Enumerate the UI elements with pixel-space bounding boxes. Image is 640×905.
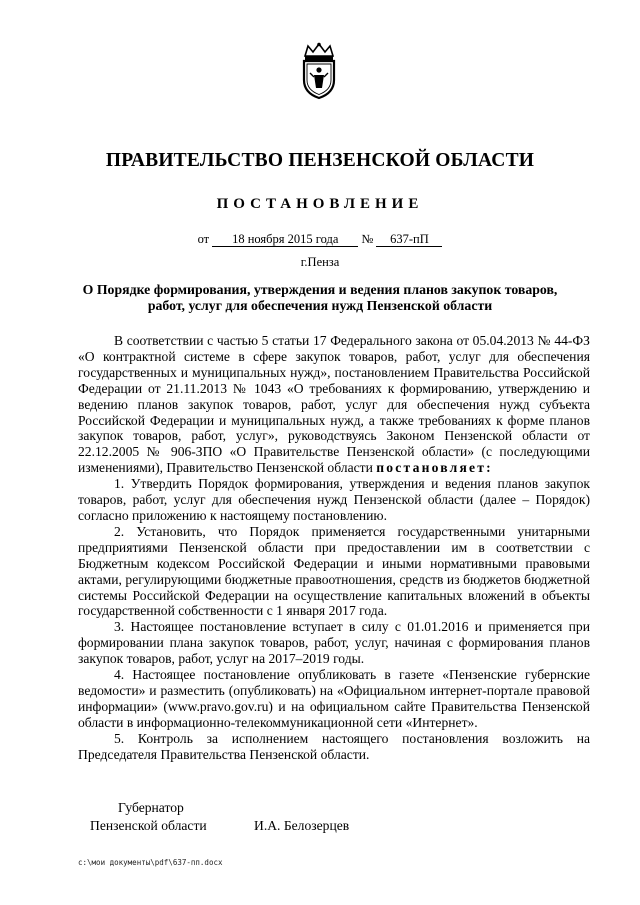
decree-word: постановляет: — [376, 460, 493, 476]
signature-region: Пензенской области — [90, 818, 207, 833]
signature-role: Губернатор — [118, 800, 184, 815]
document-number: 637-пП — [376, 233, 442, 247]
preamble-text: В соответствии с частью 5 статьи 17 Федерального закона от 05.04.2013 № 44-ФЗ «О контрактной системе в сфере закупок товаров, работ, услуг для обеспечения государственных и муниципальных нужд», постановлением Правительства Российской Федерации от 21.11.2013 № 1043 «О требованиях к формированию, утверждению и ведению планов закупок товаров, работ, услуг для обеспечения нужд субъекта Российской Федерации и муниципальных нужд, а также требованиях к форме планов закупок товаров, работ, услуг», руководствуясь Законом Пензенской области от 22.12.2005 № 906-ЗПО «О Правительстве Пензенской области» (с последующими изменениями), Правительство Пензенской области — [78, 333, 590, 476]
item-4: 4. Настоящее постановление опубликовать в газете «Пензенские губернские ведомости» и разместить (опубликовать) на «Официальном интернет-портале правовой информации» (www.pravo.gov.ru) и на официальном сайте Правительства Пензенской области в информационно-телекоммуникационной сети «Интернет». — [78, 667, 590, 730]
document-type: ПОСТАНОВЛЕНИЕ — [216, 196, 424, 212]
signature-name: И.А. Белозерцев — [254, 818, 350, 833]
document-body — [78, 333, 590, 762]
item-3: 3. Настоящее постановление вступает в силу с 01.01.2016 и применяется при формировании плана закупок товаров, работ, услуг, начиная с формирования планов закупок товаров, работ, услуг на 2017–2019 годы. — [78, 619, 590, 667]
org-name: ПРАВИТЕЛЬСТВО ПЕНЗЕНСКОЙ ОБЛАСТИ — [105, 150, 535, 171]
item-5: 5. Контроль за исполнением настоящего постановления возложить на Председателя Правительства Пензенской области. — [78, 730, 590, 762]
date-prefix: от — [197, 232, 210, 246]
document-date: 18 ноября 2015 года — [212, 233, 358, 247]
document-title: О Порядке формирования, утверждения и ведения планов закупок товаров, работ, услуг для обеспечения нужд Пензенской области — [82, 282, 558, 313]
item-1: 1. Утвердить Порядок формирования, утверждения и ведения планов закупок товаров, работ, услуг для обеспечения нужд Пензенской области (далее – Порядок) согласно приложению к настоящему постановлению. — [78, 476, 590, 523]
date-number-line — [0, 232, 640, 247]
city: г.Пенза — [300, 255, 340, 269]
file-path: c:\мои документы\pdf\637-пп.docx — [78, 858, 223, 867]
preamble-paragraph — [78, 333, 590, 476]
coat-of-arms-icon — [296, 42, 342, 100]
number-prefix: № — [361, 232, 374, 246]
item-2: 2. Установить, что Порядок применяется государственными унитарными предприятиями Пензенской области при предоставлении им в соответствии с Бюджетным кодексом Российской Федерации и иными нормативными правовыми актами, регулирующими бюджетные правоотношения, средств из бюджетов бюджетной системы Российской Федерации на осуществление капитальных вложений в объекты государственной собственности с 1 января 2017 года. — [78, 523, 590, 619]
